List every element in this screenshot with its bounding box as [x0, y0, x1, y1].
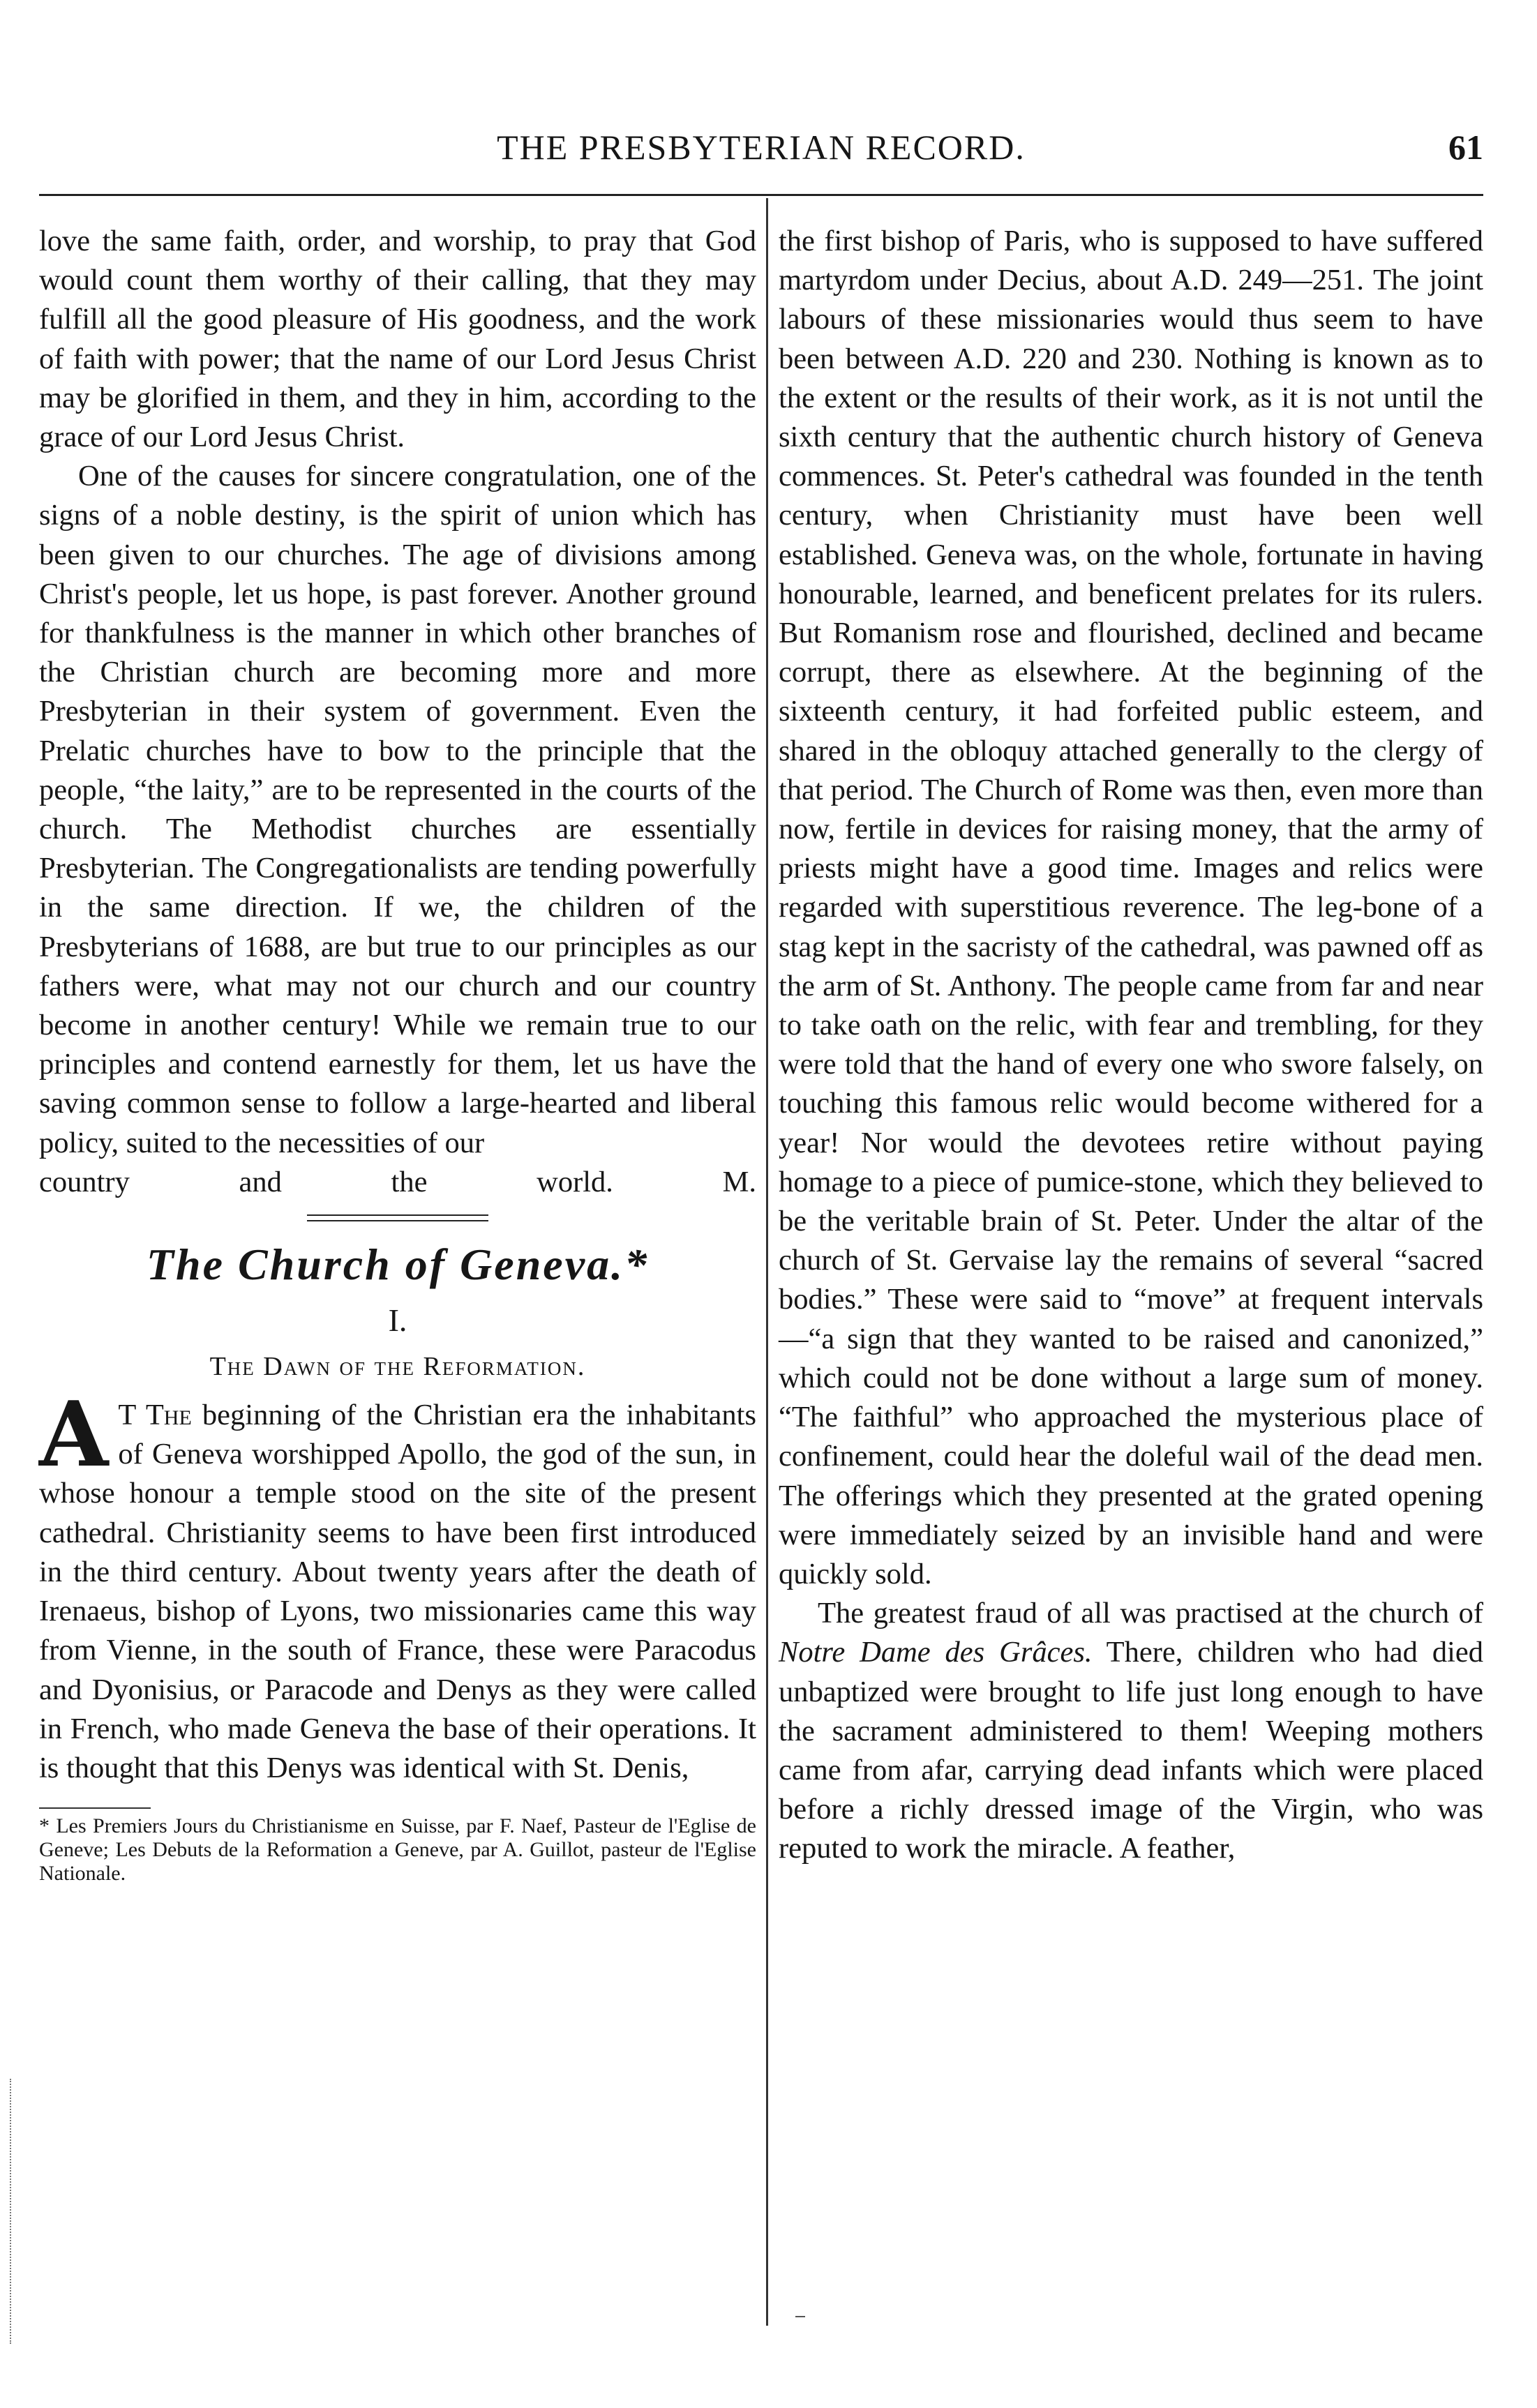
page-tail-mark: [795, 2316, 805, 2322]
continued-paragraph: love the same faith, order, and worship, to pray that God would count them worthy of their calling, that they may fulfill all the good pleasure of His goodness, and the work of faith with power; that the name of our Lord Jesus Christ may be glorified in them, and they in him, according to the grace of our Lord Jesus Christ.: [39, 225, 756, 454]
signoff-line: [39, 1163, 756, 1202]
signoff-text: country and the world.: [39, 1165, 613, 1198]
geneva-history-paragraph: the first bishop of Paris, who is supposed to have suffered martyrdom under Decius, about A.D. 249—251. The joint labours of these missionaries would thus seem to have been between A.D. 220 and 230. Nothing is known as to the extent or the results of their work, as it is not until the sixth century that the authentic church history of Geneva commences. St. Peter's cathedral was founded in the tenth century, when Christianity must have been well established. Geneva was, on the whole, fortunate in having honourable, learned, and beneficent prelates for its rulers. But Romanism rose and flourished, declined and became corrupt, there as elsewhere. At the beginning of the sixteenth century, it had forfeited public esteem, and shared in the obloquy attached generally to the clergy of that period. The Church of Rome was then, even more than now, fertile in devices for raising money, that the army of priests might have a good time. Images and relics were regarded with superstitious reverence. The leg-bone of a stag kept in the sacristy of the cathedral, was pawned off as the arm of St. Anthony. The people came from far and near to take oath on the relic, with fear and trembling, for they were told that the hand of every one who swore falsely, on touching this famous relic would become withered for a year! Nor would the devotees retire without paying homage to a piece of pumice-stone, which they believed to be the veritable brain of St. Peter. Under the altar of the church of St. Gervaise lay the remains of several “sacred bodies.” These were said to “move” at frequent intervals—“a sign that they wanted to be raised and canonized,” which could not be done without a large sum of money. “The faithful” who approached the mysterious place of confinement, could hear the doleful wail of the dead men. The offerings which they presented at the grated opening were immediately seized by an invisible hand and were quickly sold.: [779, 225, 1483, 1590]
footnote-rule: [39, 1807, 151, 1809]
fraud-paragraph-rest: There, children who had died unbaptized were brought to life just long enough to have the sacrament administered to them! Weeping mothers came from afar, carrying dead infants which were placed before a richly dressed image of the Virgin, who was reputed to work the miracle. A feather,: [779, 1636, 1483, 1865]
column-divider: [766, 198, 768, 2326]
journal-title: THE PRESBYTERIAN RECORD.: [497, 128, 1026, 167]
section-heading: The Dawn of the Reformation.: [209, 1352, 586, 1382]
article-title: The Church of Geneva.*: [146, 1240, 650, 1290]
union-paragraph: [39, 457, 756, 1163]
section-separator: [307, 1214, 488, 1221]
right-column: [779, 222, 1483, 1869]
fraud-paragraph: [779, 1594, 1483, 1868]
union-paragraph-text: One of the causes for sincere congratulation, one of the signs of a noble destiny, is the spirit of union which has been given to our churches. The age of divisions among Christ's people, let us hope, is past forever. Another ground for thankfulness is the manner in which other branches of the Christian church are becoming more and more Presbyterian in their system of government. Even the Prelatic churches have to bow to the principle that the people, “the laity,” are to be represented in the courts of the church. The Methodist churches are essentially Presbyterian. The Congregationalists are tending powerfully in the same direction. If we, the children of the Presbyterians of 1688, are but true to our principles as our fathers were, what may not our church and our country become in another century! While we remain true to our principles and contend earnestly for them, let us have the saving common sense to follow a large-hearted and liberal policy, suited to the necessities of our: [39, 460, 756, 1159]
page-edge-mark: [10, 2079, 11, 2344]
opening-text: beginning of the Christian era the inhabitants of Geneva worshipped Apollo, the god of the sun, in whose honour a temple stood on the site of the present cathedral. Christianity seems to have been first introduced in the third century. About twenty years after the death of Irenaeus, bishop of Lyons, two missionaries came this way from Vienne, in the south of France, these were Paracodus and Dyonisius, or Paracode and Denys as they were called in French, who made Geneva the base of their operations. It is thought that this Denys was identical with St. Denis,: [39, 1399, 756, 1784]
opening-caps: T The: [118, 1399, 192, 1432]
fraud-paragraph-start: The greatest fraud of all was practised at the church of: [818, 1597, 1483, 1630]
section-number: I.: [388, 1302, 407, 1339]
running-head: [39, 127, 1483, 172]
left-column: [39, 222, 756, 1886]
footnote: * Les Premiers Jours du Christianisme en Suisse, par F. Naef, Pasteur de l'Eglise de Geneve; Les Debuts de la Reformation a Geneve, par A. Guillot, pasteur de l'Eglise Nationale.: [39, 1814, 756, 1886]
opening-paragraph: [39, 1383, 756, 1788]
church-name-italic: Notre Dame des Grâces.: [779, 1636, 1093, 1669]
page-number: 61: [1448, 128, 1483, 167]
signoff-initial: M.: [722, 1165, 756, 1198]
drop-cap: A: [39, 1383, 109, 1488]
header-rule: [39, 194, 1483, 196]
